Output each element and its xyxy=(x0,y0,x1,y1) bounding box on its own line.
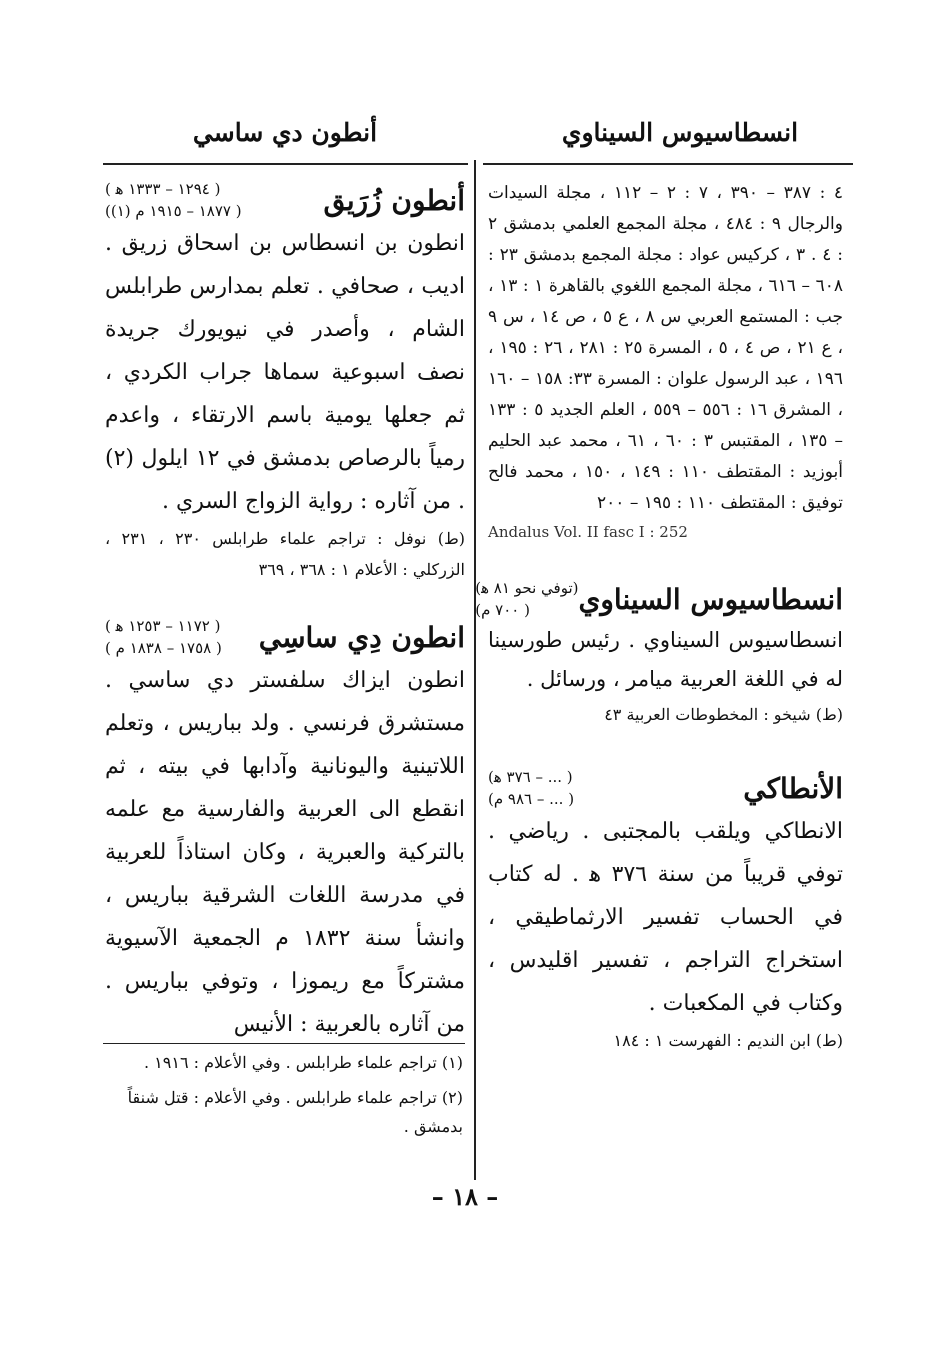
entry-dates xyxy=(475,577,578,621)
running-header-left: أنطون دي ساسي xyxy=(192,118,378,147)
entry-dates-hijri: ( ١١٧٢ – ١٢٥٣ ﻫ ) xyxy=(105,617,221,635)
header-rule-right xyxy=(483,163,853,165)
page-number: – ١٨ – xyxy=(431,1182,499,1211)
entry-heading xyxy=(105,615,465,659)
entry-citation: (ط) نوفل : تراجم علماء طرابلس ٢٣٠ ، ٢٣١ ، الزركلي : الأعلام ١ : ٣٦٨ ، ٣٦٩ xyxy=(105,529,465,579)
entry-dates xyxy=(105,178,242,222)
entry-dates xyxy=(488,766,574,810)
entry-dates-gregorian: ( ١٧٥٨ – ١٨٣٨ م ) xyxy=(105,639,222,657)
entry-body: انطون ايزاك سلفستر دي ساسي . مستشرق فرنسي . ولد بباريس ، وتعلم اللاتينية واليونانية وآدابها في بيته ، ثم انقطع الى العربية والفارسية مع علمه بالتركية والعبرية ، وكان استاذاً للعربية في مدرسة اللغات الشرقية بباريس ، وانشأ سنة ١٨٣٢ م الجمعية الآسيوية مشتركاً مع ريموزا ، وتوفي بباريس . من آثاره بالعربية : الأنيس xyxy=(105,668,465,1037)
entry-name: انسطاسيوس السيناوي xyxy=(578,582,843,616)
entry-dates-gregorian: ( ١٨٧٧ – ١٩١٥ م (١)) xyxy=(105,202,242,220)
entry-name: الأنطاكي xyxy=(743,771,843,805)
left-column xyxy=(105,178,465,1046)
entry-heading xyxy=(105,178,465,222)
column-divider xyxy=(474,160,476,1180)
entry-dates-hijri: (توفي نحو ٨١ ﻫ) xyxy=(475,579,579,597)
entry-heading xyxy=(475,577,843,621)
entry-dates-gregorian: ( ... – ٩٨٦ م) xyxy=(488,790,575,808)
references-continued: ٤ : ٣٨٧ – ٣٩٠ ، ٧ : ٢ – ١١٢ ، مجلة السيدات والرجال ٩ : ٤٨٤ ، مجلة المجمع العلمي بدمشق ٢ : ٤ . ٣ ، كركيس عواد : مجلة المجمع بدمشق ٢٣ : ٦٠٨ – ٦١٦ ، مجلة المجمع اللغوي بالقاهرة ١ : ١٣ ، جب : المستمع العربي س ٨ ، ع ٥ ، ص ١٤ ، س ٩ ، ع ٢١ ، ص ٤ ، ٥ ، المسرة ٢٥ : ٢٨١ ، ٢٦ : ١٩٥ ، ١٩٦ ، عبد الرسول علوان : المسرة ٣٣: ١٥٨ – ١٦٠ ، المشرق ١٦ : ٥٥٦ – ٥٥٩ ، العلم الجديد ٥ : ١٣٣ – ١٣٥ ، المقتبس ٣ : ٦٠ ، ٦١ ، محمد عبد الحليم أبوزيد : المقتطف ١١٠ : ١٤٩ ، ١٥٠ ، محمد فالح توفيق : المقتطف ١١٠ : ١٩٥ – ٢٠٠ xyxy=(488,183,844,513)
entry-dates-hijri: ( ... – ٣٧٦ ﻫ) xyxy=(488,768,573,786)
entry-dates xyxy=(105,615,222,659)
entry-name: أنطون زُرَيق xyxy=(323,183,465,217)
header-rule-left xyxy=(103,163,468,165)
latin-reference: Andalus Vol. II fasc I : 252 xyxy=(488,523,688,541)
entry-body: الانطاكي ويلقب بالمجتبى . رياضي . توفي قريباً من سنة ٣٧٦ ﻫ . له كتاب في الحساب تفسير الارثماطيقي ، استخراج التراجم ، تفسير اقليدس ، وكتاب في المكعبات . xyxy=(488,819,843,1016)
entry-citation: (ط) ابن النديم : الفهرست ١ : ١٨٤ xyxy=(613,1031,843,1050)
entry-name: انطون دِي ساسِي xyxy=(258,620,465,654)
entry-citation: (ط) شيخو : المخطوطات العربية ٤٣ xyxy=(604,705,843,724)
running-header-right: انسطاسيوس السيناوي xyxy=(561,118,799,147)
entry-dates-hijri: ( ١٢٩٤ – ١٣٣٣ ﻫ ) xyxy=(105,180,221,198)
right-column xyxy=(475,178,844,1056)
entry-dates-gregorian: ( ٧٠٠ م) xyxy=(475,601,530,619)
entry-body: انطون بن انسطاس بن اسحاق زريق . اديب ، صحافي . تعلم بمدارس طرابلس الشام ، وأصدر في نيويورك جريدة نصف اسبوعية سماها جراب الكردي ، ثم جعلها يومية باسم الارتقاء ، واعدم رمياً بالرصاص بدمشق في ١٢ ايلول (٢) . من آثاره : رواية الزواج السري . xyxy=(105,231,466,514)
footnote: (٢) تراجم علماء طرابلس . وفي الأعلام : قتل شنقاً بدمشق . xyxy=(127,1088,463,1136)
entry-body: انسطاسيوس السيناوي . رئيس طورسينا له في اللغة العربية ميامر ، ورسائل . xyxy=(488,628,843,691)
entry-heading xyxy=(488,766,843,810)
footnotes xyxy=(105,1048,463,1147)
footnote-separator xyxy=(103,1043,465,1044)
footnote: (١) تراجم علماء طرابلس . وفي الأعلام : ١٩١٦ . xyxy=(144,1053,463,1072)
